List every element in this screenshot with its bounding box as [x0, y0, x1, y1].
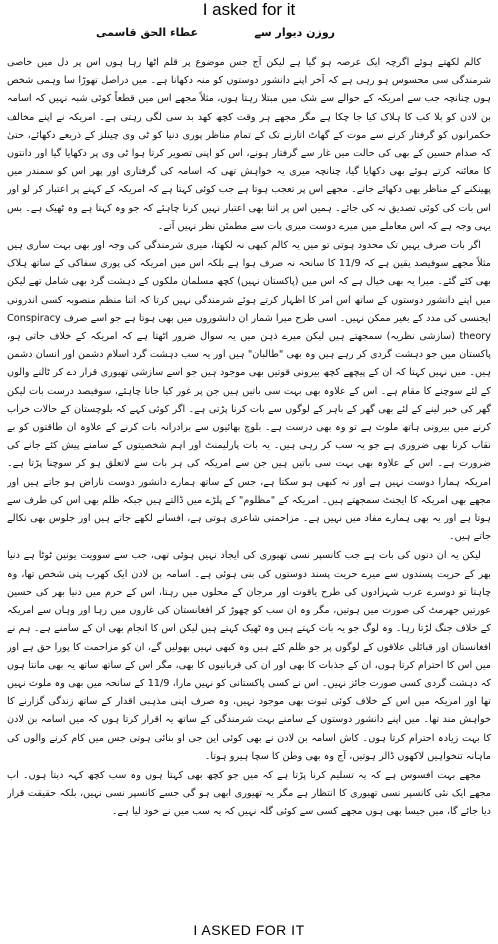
article-paragraph: اگر بات صرف یہیں تک محدود ہوتی تو میں یہ کالم کبھی نہ لکھتا، میری شرمندگی کی وجہ اور بھی بہت ساری ہیں مثلاً مجھے سوفیصد یقین ہے کہ 11/9 کا سانحہ نہ صرف ہوا ہے بلکہ اس میں امریکہ کی پوری سفاکی کے ساتھ ہلاک بھی کئے گئے۔ میرا یہ بھی خیال ہے کہ اس میں (پاکستان نہیں) کچھ مسلمان ملکوں کے دہشت گرد بھی شامل تھے لیکن میں اپنے دانشور دوستوں کے ساتھ اس امر کا اظہار کرتے ہوئے شرمندگی نہیں کرتا کہ اتنا منظم منصوبہ کسی اندرونی ایجنسی کی مدد کے بغیر ممکن نہیں۔ اسی طرح میرا شمار ان دانشوروں میں بھی ہوتا ہے جو اسے صرف Conspiracy theory (سازشی نظریہ) سمجھتے ہیں لیکن میرے ذہن میں یہ سوال ضرور اٹھتا ہے کہ امریکہ کے خلاف جاتی ہو، پاکستان میں جو دہشت گردی کر رہے ہیں وہ بھی "طالبان" ہیں اور یہ سب دہشت گرد اسلام دشمن اور انسان دشمن ہیں۔ میں نہیں کہتا کہ ان کے پیچھے کچھ بیرونی قوتیں بھی موجود ہیں جو اسے سازشی تھیوری قرار دے کر ٹالنے والوں کے لئے سوچنے کا مقام ہے۔ اس کے علاوہ بھی بہت سی باتیں ہیں جن پر غور کیا جانا چاہئے، سوفیصد درست بات لیکن گھر کی خبر لینے کے لئے بھی گھر کے باہر کے لوگوں سے بات کرنا پڑتی ہے۔ اگر کوئی کہے کہ بلوچستان کے حالات خراب کرنے میں بیرونی ہاتھ ملوث ہے تو وہ بھی درست ہے۔ بلوچ بھائیوں سے برادرانہ بات کرنے کے علاوہ ان طاقتوں کو بے نقاب کرنا بھی ضروری ہے جو یہ سب کر رہی ہیں۔ یہ بات پارلیمنٹ اور اہم شخصیتوں کے سامنے پیش کئے جانے کی ضرورت ہے۔ اس کے علاوہ بھی بہت سی باتیں ہیں جن سے امریکہ کی ہر بات سے لاتعلق ہو کر سوچنا پڑتا ہے۔ امریکہ ہمارا دوست نہیں ہے اور نہ کبھی ہو سکتا ہے، جس کے ساتھ ہمارے دانشور دوست ناراض ہو جاتے ہیں اور مجھے بھی امریکہ کا ایجنٹ سمجھتے ہیں۔ امریکہ کے "مظلوم" کے پلڑے میں ڈالتے ہیں جبکہ ظلم بھی اس کی طرف سے ہوتا ہے اور یہ بھی ہمارے مفاد میں نہیں ہے۔ مزاحمتی شاعری ہوتی ہے، افسانے لکھے جاتے ہیں اور جلوس بھی نکالے جاتے ہیں۔	[7, 240, 491, 543]
article-paragraph: کالم لکھتے ہوئے اگرچہ ایک عرصہ ہو گیا ہے لیکن آج جس موضوع پر قلم اٹھا رہا ہوں اس پر دل میں خاصی شرمندگی سی محسوس ہو رہی ہے کہ آخر اپنے دانشور دوستوں کو منہ دکھانا ہے۔ میں دراصل تھوڑا سا وہمی شخص ہوں چنانچہ جب سے امریکہ کے حوالے سے شک میں مبتلا رہتا ہوں، مثلاً مجھے اس میں قطعاً کوئی شبہ نہیں کہ اسامہ بن لادن کو بلا کب کا ہلاک کیا جا چکا ہے مگر مجھے ہر وقت کچھ کھد بد سی لگی رہتی ہے۔ امریکہ نے اپنے مخالف حکمرانوں کو گرفتار کرنے سے موت کے گھاٹ اتارنے تک کے تمام مناظر پوری دنیا کو ٹی وی چینلز کے ذریعے دکھائے، حتیٰ کہ صدام حسین کے بھی کی حالت میں غار سے گرفتار ہونے، اس کو اپنی تصویر کرتا ہوا ٹی وی پر دکھایا گیا اور دانتوں کا معائنہ کرتے ہوئے بھی دکھایا گیا، چنانچہ میری یہ خواہش تھی کہ اسامہ کی گرفتاری اور پھر اس کو سمندر میں پھینکنے کے مناظر بھی دکھائے جاتے۔ مجھے اس پر تعجب ہوتا ہے جب کوئی کہتا ہے کہ امریکہ کے کہنے پر اعتبار کر لو اور اس بات کی کوئی تصدیق نہ کی جائے۔ ہمیں اس پر اتنا بھی اعتبار نہیں کرنا چاہئے کہ جو وہ کہتا ہے وہ ٹھیک ہے۔ بس یہی وجہ ہے کہ اس معاملے میں میرے دوست میری بات سے مطمئن نظر نہیں آتے۔	[7, 57, 491, 232]
article-body	[7, 54, 491, 916]
article-paragraph: لیکن یہ ان دنوں کی بات ہے جب کانسپر نسی تھیوری کی ایجاد نہیں ہوئی تھی، جب سے سوویت یونین ٹوٹا ہے دنیا بھر کے حریت پسندوں سے میرے حریت پسند دوستوں کی بنی ہوئی ہے۔ اسامہ بن لادن ایک کھرب پتی شخص تھا، وہ چاہتا تو دوسرے عرب شہزادوں کی طرح یاقوت اور مرجان کے محلوں میں رہتا، اس کے حرم میں دنیا بھر کی حسین عورتیں جھرمٹ کی صورت میں ہوتیں، مگر وہ ان سب کو چھوڑ کر افغانستان کی غاروں میں رہا اور وہاں سے امریکہ کے خلاف جنگ لڑتا رہا۔ وہ لوگ جو یہ بات کہتے ہیں وہ ٹھیک کہتے ہیں لیکن اس کا انجام بھی ان کے سامنے ہے۔ ہم نے افغانستان اور قبائلی علاقوں کے لوگوں پر جو ظلم کئے ہیں وہ کبھی نہیں بھولیں گے، ان کو مزاحمت کا پورا حق ہے اور میں اس کا احترام کرتا ہوں، ان کے جذبات کا بھی اور ان کی قربانیوں کا بھی، مگر اس کے ساتھ ساتھ یہ بھی مانتا ہوں کہ دہشت گردی کسی صورت جائز نہیں۔ اس نے کسی پاکستانی کو نہیں مارا، 11/9 کے سانحہ میں بھی وہ ملوث نہیں تھا اور امریکہ میں اس کے خلاف کوئی ثبوت بھی موجود نہیں، وہ صرف اپنی مذہبی اقدار کے ساتھ زندگی گزارنے کا خواہش مند تھا۔ میں اپنے دانشور دوستوں کے سامنے بہت شرمندگی کے ساتھ یہ اقرار کرتا ہوں کہ میں اسامہ بن لادن کا بہت زیادہ احترام کرتا ہوں۔ کاش اسامہ بن لادن نے بھی کوئی این جی او بنائی ہوتی جس میں کام کرنے والوں کی ماہانہ تنخواہیں لاکھوں ڈالر ہوتیں، آج وہ بھی وطن کا سچا ہیرو ہوتا۔	[7, 550, 491, 762]
article-paragraph: مجھے بہت افسوس ہے کہ یہ تسلیم کرنا پڑتا ہے کہ میں جو کچھ بھی کہتا ہوں وہ سب کچھ کہہ دیتا ہوں۔ اب مجھے ایک نئی کانسپر نسی تھیوری کا انتظار ہے مگر یہ تھیوری ابھی ہو گی جسے کانسپر نسی نہیں، بلکہ حقیقت قرار دیا جائے گا، میں جیسا بھی ہوں مجھے کسی سے کوئی گلہ نہیں کہ یہ سب میں نے خود لیا ہے۔	[7, 769, 491, 818]
author-name: عطاء الحق قاسمی	[95, 26, 198, 39]
page-title: I asked for it	[202, 0, 296, 19]
column-name: روزن دیوار سے	[254, 26, 335, 39]
footer-caption: I ASKED FOR IT	[193, 922, 305, 938]
